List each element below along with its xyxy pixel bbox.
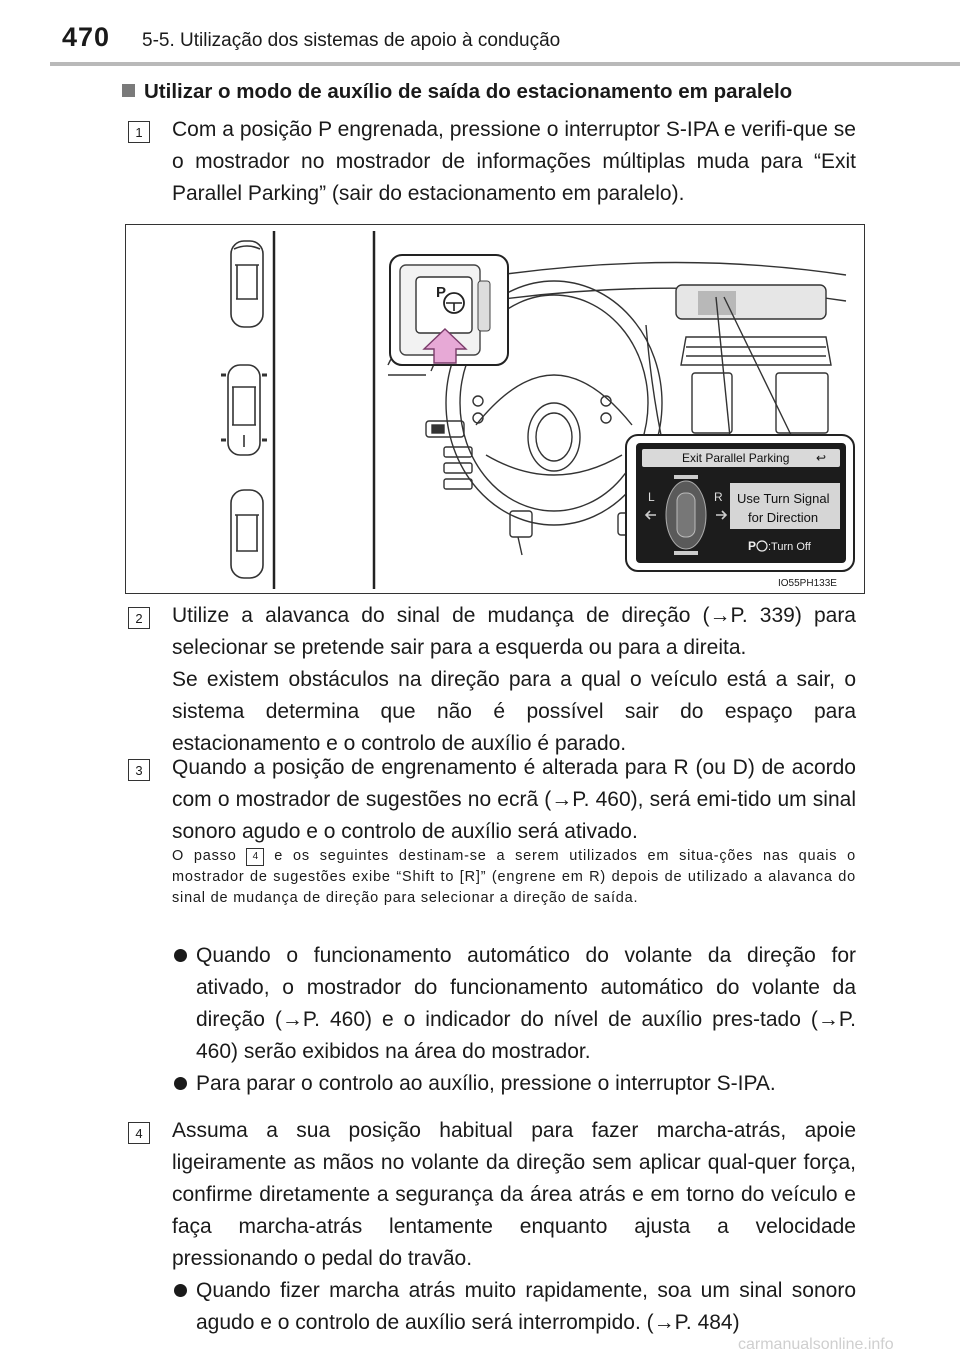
ego-car-icon	[221, 365, 267, 455]
screen-title: Exit Parallel Parking	[682, 451, 790, 465]
bullet-dot-icon	[174, 1077, 187, 1090]
back-icon: ↩	[816, 451, 827, 465]
turn-off-p-label: P	[748, 539, 757, 553]
step-4-number: 4	[128, 1122, 150, 1144]
step-1-text: Com a posição P engrenada, pressione o interruptor S-IPA e verifi-que se o mostrador no mostrador de informações múltiplas muda para “Exit Parallel Parking” (sair do estacionamento em paralelo).	[172, 118, 856, 205]
step-3-text: Quando a posição de engrenamento é alterada para R (ou D) de acordo com o mostrador de sugestões no ecrã (→P. 460), será emi-tido um sinal sonoro agudo e o controlo de auxílio será ativado.	[172, 756, 856, 843]
step-4-text: Assuma a sua posição habitual para fazer marcha-atrás, apoie ligeiramente as mãos no volante da direção sem aplicar qual-quer força, confirme diretamente a segurança da área atrás e em torno do veículo e faça marcha-atrás lentamente enquanto ajusta a velocidade pressionando o pedal do travão.	[172, 1119, 856, 1270]
multi-information-display-callout	[626, 435, 854, 571]
parked-car-front-icon	[231, 241, 263, 327]
dashboard-illustration	[126, 225, 866, 595]
bullet-text: Quando o funcionamento automático do volante da direção for ativado, o mostrador do funcionamento automático do volante da direção (→P. 460) e o indicador do nível de auxílio pres-tado (→P. 460) serão exibidos na área do mostrador.	[196, 944, 856, 1063]
step-2-text-2: Se existem obstáculos na direção para a qual o veículo está a sair, o sistema determina que não é possível sair do espaço para estacionamento e o controlo de auxílio é parado.	[172, 668, 856, 755]
page-number: 470	[62, 22, 111, 52]
step-2-number: 2	[128, 607, 150, 629]
message-line-2: for Direction	[748, 510, 819, 525]
right-label: R	[714, 490, 723, 504]
note-text-after: e os seguintes destinam-se a serem utilizados em situa-ções nas quais o mostrador de sugestões exibe “Shift to [R]” (engrene em R) depois de utilizado a alavanca do sinal de mudança de direção para selecionar a direção de saída.	[172, 848, 856, 906]
bullet-text: Quando fizer marcha atrás muito rapidamente, soa um sinal sonoro agudo e o controlo de auxílio será interrompido. (→P. 484)	[196, 1279, 856, 1334]
parked-car-rear-icon	[231, 490, 263, 578]
illustration	[125, 224, 865, 594]
step-1-number: 1	[128, 121, 150, 143]
header-rule	[50, 62, 960, 66]
note-text-before: O passo	[172, 848, 237, 864]
turn-off-text: :Turn Off	[768, 541, 811, 553]
watermark: carmanualsonline.info	[738, 1336, 894, 1353]
message-line-1: Use Turn Signal	[737, 491, 830, 506]
switch-p-label: P	[436, 284, 447, 301]
step-3-note	[172, 846, 856, 909]
section-title	[122, 80, 792, 104]
step-2-text: Utilize a alavanca do sinal de mudança de direção (→P. 339) para selecionar se pretende sair para a esquerda ou para a direita.	[172, 604, 856, 659]
figure-caption: IO55PH133E	[778, 578, 837, 589]
note-step-ref: 4	[246, 848, 264, 866]
running-head: 5-5. Utilização dos sistemas de apoio à condução	[142, 30, 561, 51]
left-label: L	[648, 490, 655, 504]
bullet-dot-icon	[174, 949, 187, 962]
bullet-text: Para parar o controlo ao auxílio, pressione o interruptor S-IPA.	[196, 1072, 776, 1095]
square-bullet-icon	[122, 84, 135, 97]
bullet-dot-icon	[174, 1284, 187, 1297]
section-title-text: Utilizar o modo de auxílio de saída do estacionamento em paralelo	[144, 80, 793, 103]
step-3-number: 3	[128, 759, 150, 781]
